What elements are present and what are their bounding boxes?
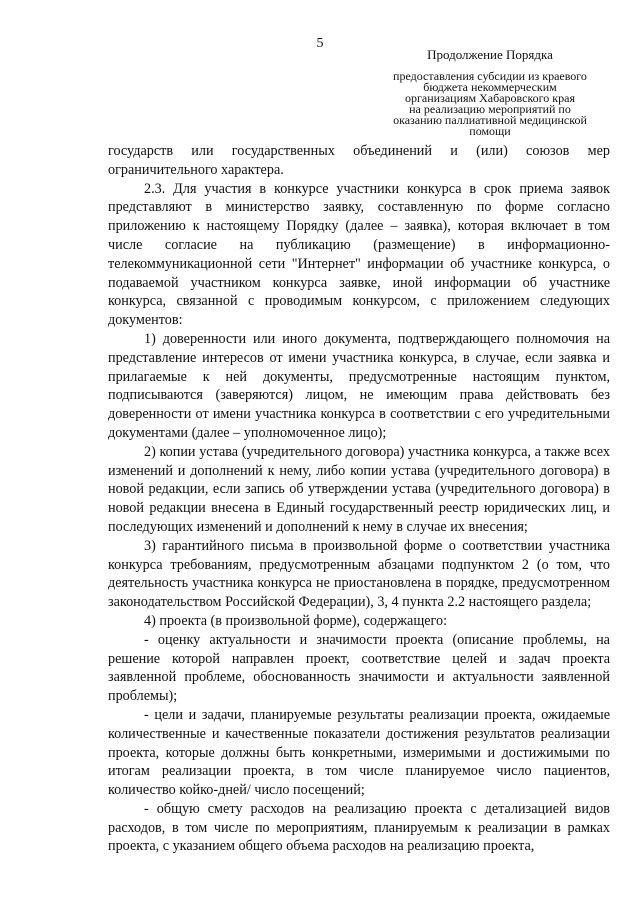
page-number: 5 xyxy=(316,36,324,51)
paragraph-continuation: государств или государственных объединений и (или) союзов мер ограничительного характера. xyxy=(108,143,610,178)
document-body xyxy=(108,142,610,856)
paragraph-2-3: 2.3. Для участия в конкурсе участники конкурса в срок приема заявок представляют в министерство заявку, составленную по форме согласно приложению к настоящему Порядку (далее – заявка), которая включает в том числе согласие на публикацию (размещение) в информационно-телекоммуникационной сети "Интернет" информации об участнике конкурса, о подаваемой участником конкурса заявке, иной информации об участнике конкурса, связанной с проводимым конкурсом, с приложением следующих документов: xyxy=(108,180,610,329)
sub-item-relevance: - оценку актуальности и значимости проекта (описание проблемы, на решение которой направлен проект, соответствие целей и задач проекта заявленной проблеме, обоснованность значимости и актуальности заявленной проблемы); xyxy=(108,631,610,705)
sub-item-budget: - общую смету расходов на реализацию проекта с детализацией видов расходов, в том числе по мероприятиям, планируемым к реализации в рамках проекта, с указанием общего объема расходов на реализацию проекта, xyxy=(108,800,610,855)
header-description xyxy=(372,71,608,137)
header-line: предоставления субсидии из краевого xyxy=(393,69,587,83)
list-item-2: 2) копии устава (учредительного договора) участника конкурса, а также всех изменений и дополнений к нему, либо копии устава (учредительного договора) в новой редакции, если запись об утверждении устава (учредительного договора) в новой редакции внесена в Единый государственный реестр юридических лиц, и последующих изменений и дополнений к нему в случае их внесения; xyxy=(108,443,610,535)
sub-item-goals: - цели и задачи, планируемые результаты реализации проекта, ожидаемые количественные и качественные показатели достижения результатов реализации проекта, которые должны быть конкретными, измеримыми и достижимыми по итогам реализации проекта, в том числе планируемое число пациентов, количество койко-дней/ число посещений; xyxy=(108,706,610,799)
document-header xyxy=(372,48,608,137)
header-title: Продолжение Порядка xyxy=(427,47,553,62)
header-line: на реализацию мероприятий по xyxy=(409,102,571,116)
list-item-4: 4) проекта (в произвольной форме), содержащего: xyxy=(144,612,448,629)
list-item-1: 1) доверенности или иного документа, подтверждающего полномочия на представление интересов от имени участника конкурса, в случае, если заявка и прилагаемые к ней документы, предусмотренные настоящим пунктом, подписываются (заверяются) лицом, не имеющим права действовать без доверенности от имени участника конкурса в соответствии с его учредительными документами (далее – уполномоченное лицо); xyxy=(108,330,610,441)
header-line: оказанию паллиативной медицинской xyxy=(393,113,587,127)
header-line: помощи xyxy=(469,124,511,138)
header-line: организациям Хабаровского края xyxy=(405,91,575,105)
header-line: бюджета некоммерческим xyxy=(423,80,557,94)
list-item-3: 3) гарантийного письма в произвольной форме о соответствии участника конкурса требованиям, предусмотренным абзацами подпунктом 2 (о том, что деятельность участника конкурса не приостановлена в порядке, предусмотренном законодательством Российской Федерации), 3, 4 пункта 2.2 настоящего раздела; xyxy=(108,537,610,611)
